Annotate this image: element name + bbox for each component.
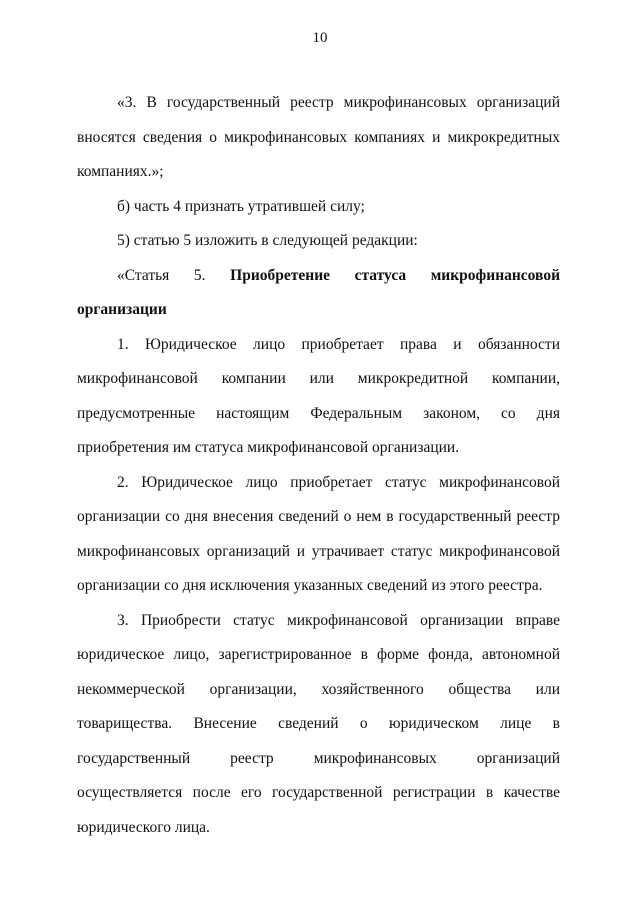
paragraph-part-4-void: б) часть 4 признать утратившей силу; — [117, 197, 365, 215]
article-5-label: «Статья 5. — [117, 266, 231, 284]
paragraph-clause-3: 3. Приобрести статус микрофинансовой организации вправе юридическое лицо, зарегистрированное в форме фонда, автономной некоммерческой организации, хозяйственного общества или товарищества. Внесение сведений о юридическом лице в государственный реестр микрофинансовых организаций осуществляется после его государственной регистрации в качестве юридического лица. — [77, 611, 560, 836]
paragraph-article-5-amend: 5) статью 5 изложить в следующей редакции: — [117, 232, 418, 249]
article-5-title: Приобретение статуса микрофинансовой организации — [77, 266, 560, 318]
paragraph-clause-1: 1. Юридическое лицо приобретает права и обязанности микрофинансовой компании или микрокредитной компании, предусмотренные настоящим Федеральным законом, со дня приобретения им статуса микрофинансовой организации. — [77, 335, 560, 456]
article-5-heading — [77, 259, 560, 328]
page-number: 10 — [312, 30, 328, 46]
paragraph-clause-2: 2. Юридическое лицо приобретает статус микрофинансовой организации со дня внесения сведений о нем в государственный реестр микрофинансовых организаций и утрачивает статус микрофинансовой организации со дня исключения указанных сведений из этого реестра. — [77, 473, 560, 594]
document-body — [77, 86, 560, 845]
paragraph-registry-info: «3. В государственный реестр микрофинансовых организаций вносятся сведения о микрофинансовых компаниях и микрокредитных компаниях.»; — [77, 94, 560, 180]
